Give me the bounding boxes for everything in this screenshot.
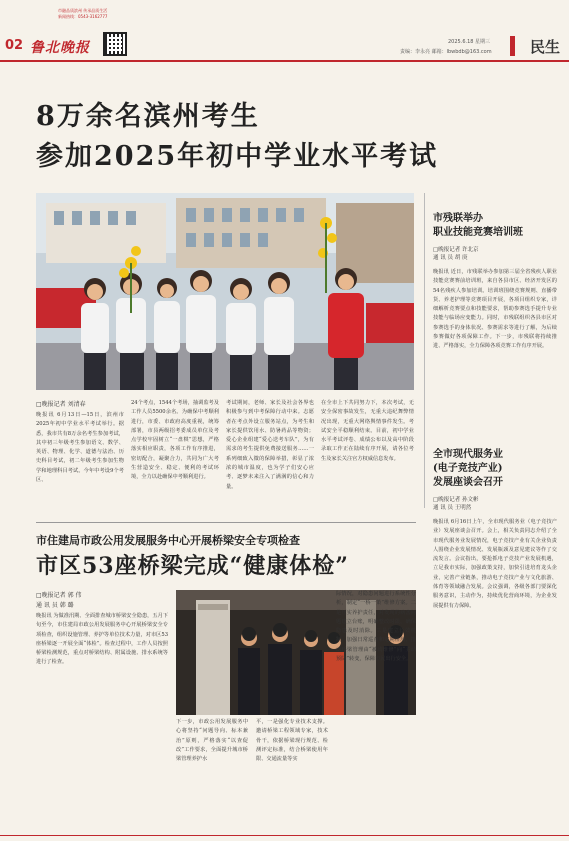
section-divider <box>36 522 416 523</box>
service-industry-article <box>433 448 557 728</box>
bridge-column-4: 际情况，对隐患问题进行系统性分析，制定“一桥一策”维修方案。二是压实养护责任，对发现的病害问题建立台账，明确整改时限，确保隐患及时消除。三是建立长效机制，加强日常巡查和定期检测，推动桥梁管理由“被动维修”向“主动预防”转变，保障市民出行安全。 <box>336 591 416 663</box>
bridge-headline: 市区53座桥梁完成“健康体检” <box>36 553 349 579</box>
bridge-byline-correspondent: 通 讯 员 韩 璐 <box>36 602 74 609</box>
lead-headline-line1: 8万余名滨州考生 <box>36 101 260 132</box>
section-marker <box>510 36 515 56</box>
section-title: 民生 <box>530 38 561 56</box>
bridge-subheadline: 市住建局市政公用发展服务中心开展桥梁安全专项检查 <box>36 534 300 547</box>
article-title-line2: (电子竞技产业) <box>433 463 503 474</box>
article-title-line1: 市残联举办 <box>433 213 483 224</box>
bridge-column-1: 晚报讯 为做准汛期、全面排查城市桥梁安全隐患，五月下旬至今，市住建局市政公用发展服务中心开展桥梁安全专项检查，组织设施管理、养护等单位技术力量，对市区53座桥梁逐一开展全面“体检”。检查过程中，工作人员按照桥梁检测规范，重点对桥梁结构、附属设施、排水系统等进行了检查。 <box>36 613 168 666</box>
exam-students-photo <box>36 193 414 390</box>
disabled-federation-article <box>433 212 557 404</box>
article-title-line1: 全市现代服务业 <box>433 449 503 460</box>
editor-info: 责编：李永亮 邮箱：lbwbdb@163.com <box>400 49 492 55</box>
article-body: 晚报讯 6月16日上午，全市现代服务业（电子竞技产业）发展座谈会召开。会上，相关负责同志介绍了全市现代服务业发展情况，电子竞技产业有关企业负责人围绕企业发展情况、发展瓶颈及意见建议等作了交流发言。会议指出，要抢抓电子竞技产业发展机遇，立足我市实际，加强政策支持，加快引进培育龙头企业，完善产业链条，推动电子竞技产业与文化旅游、体育等领域融合发展。会议强调，各级各部门要深化服务意识，主动作为，持续优化营商环境，为企业发展提供有力保障。 <box>433 519 557 609</box>
article-title-line3: 发展座谈会召开 <box>433 477 503 488</box>
lead-headline-line2: 参加2025年初中学业水平考试 <box>36 141 439 172</box>
masthead-slogan: 市融品质滨州 传承品质生活 新闻热线：0543-3162777 <box>58 8 108 19</box>
article-byline-correspondent: 通 讯 员 胡 庚 <box>433 255 468 261</box>
lead-column-4: 在全市上下共同努力下，本次考试，无安全保密事故发生，无重大违纪舞弊情况出现，无重大网络舆情事件发生。考试安全平稳顺利结束。目前，初中学业水平考试评卷、成绩公布以及高中阶段录取工作正在陆续有序开展，请各位考生及家长关注官方权威信息发布。 <box>321 400 414 462</box>
article-byline-reporter: □晚报记者 孙文彬 <box>433 497 479 503</box>
bridge-byline-reporter: □晚报记者 郭 伟 <box>36 592 82 599</box>
article-byline-reporter: □晚报记者 许北京 <box>433 247 479 253</box>
page-number: 02 <box>5 38 24 53</box>
qr-code-icon <box>103 32 127 56</box>
lead-column-2: 24个考点，1544个考场，抽调监考及工作人员5500余名。为确保中考顺利进行，市委、市政府高度重视，统筹部署，市县两级招考委成员单位及考点学校牢固树立“一盘棋”思想，严格落实相应职责，各项工作有序推进，密切配合，凝聚合力，共同为广大考生营造安全、稳定、便利的考试环境，全力以赴确保中考顺利进行。 <box>131 400 219 481</box>
article-body: 晚报讯 近日，市残联举办参加第三届全省残疾人职业技能竞赛赛前培训班，来自各县市区、经济开发区的54名残疾人参加培训。培训班围绕竞赛规则、直播带货、养老护理等竞赛项目开展，各项目组织专家，详细解析竞赛要点和技能要求，帮助参赛选手提升专业技能与临场应变能力。同时，市残联组织各县市区对参赛选手的身体状况、参赛需求等进行了解，为后续参赛做好各项保障工作。下一步，市残联将持续推进、严格落实，全力保障各项竞赛工作有序开展。 <box>433 269 557 350</box>
issue-date: 2025.6.18 星期三 <box>448 39 491 45</box>
lead-column-1: 晚报讯 6月13日—15日，滨州市2025年初中学业水平考试举行。据悉，我市共有8万余名考生参加考试，其中初三年级考生参加语文、数学、英语、物理、化学、道德与法治、历史科目考试，初二年级考生参加生物学和地理科目考试。今年中考设9个考区、 <box>36 412 124 484</box>
bridge-column-3: 平，一是强化专业技术支撑。邀请桥梁工程领域专家，技术骨干，依据桥梁现行规范、检测评定标准，结合桥梁使用年限、交通流量等实 <box>256 719 328 763</box>
lead-column-3: 考试期间，老师、家长及社会各界也积极参与到中考保障行动中来。志愿者在考点外设立服务站点，为考生和家长提供饮用水、防暑药品等物资；爱心企业组建“爱心送考车队”，为有需求的考生提供免费接送服务……一系列细致入微的保障举措，彰显了浓浓的城市温度，也为学子们安心应考、逐梦未来注入了满满的信心和力量。 <box>226 400 314 490</box>
column-divider <box>424 193 425 508</box>
lead-byline: □晚报记者 刘清春 <box>36 401 86 408</box>
article-title-line2: 职业技能竞赛培训班 <box>433 227 523 238</box>
article-byline-correspondent: 通 讯 员 王明然 <box>433 505 472 511</box>
masthead-rule <box>0 60 569 62</box>
footer-rule <box>0 835 569 836</box>
paper-logo: 鲁北晚报 <box>30 40 90 56</box>
bridge-column-2: 下一步，市政公用发展服务中心将坚持“问题导向、标本兼治”原则，严格落实“以查促改”工作要求，全面提升城市桥梁管理养护水 <box>176 719 248 763</box>
